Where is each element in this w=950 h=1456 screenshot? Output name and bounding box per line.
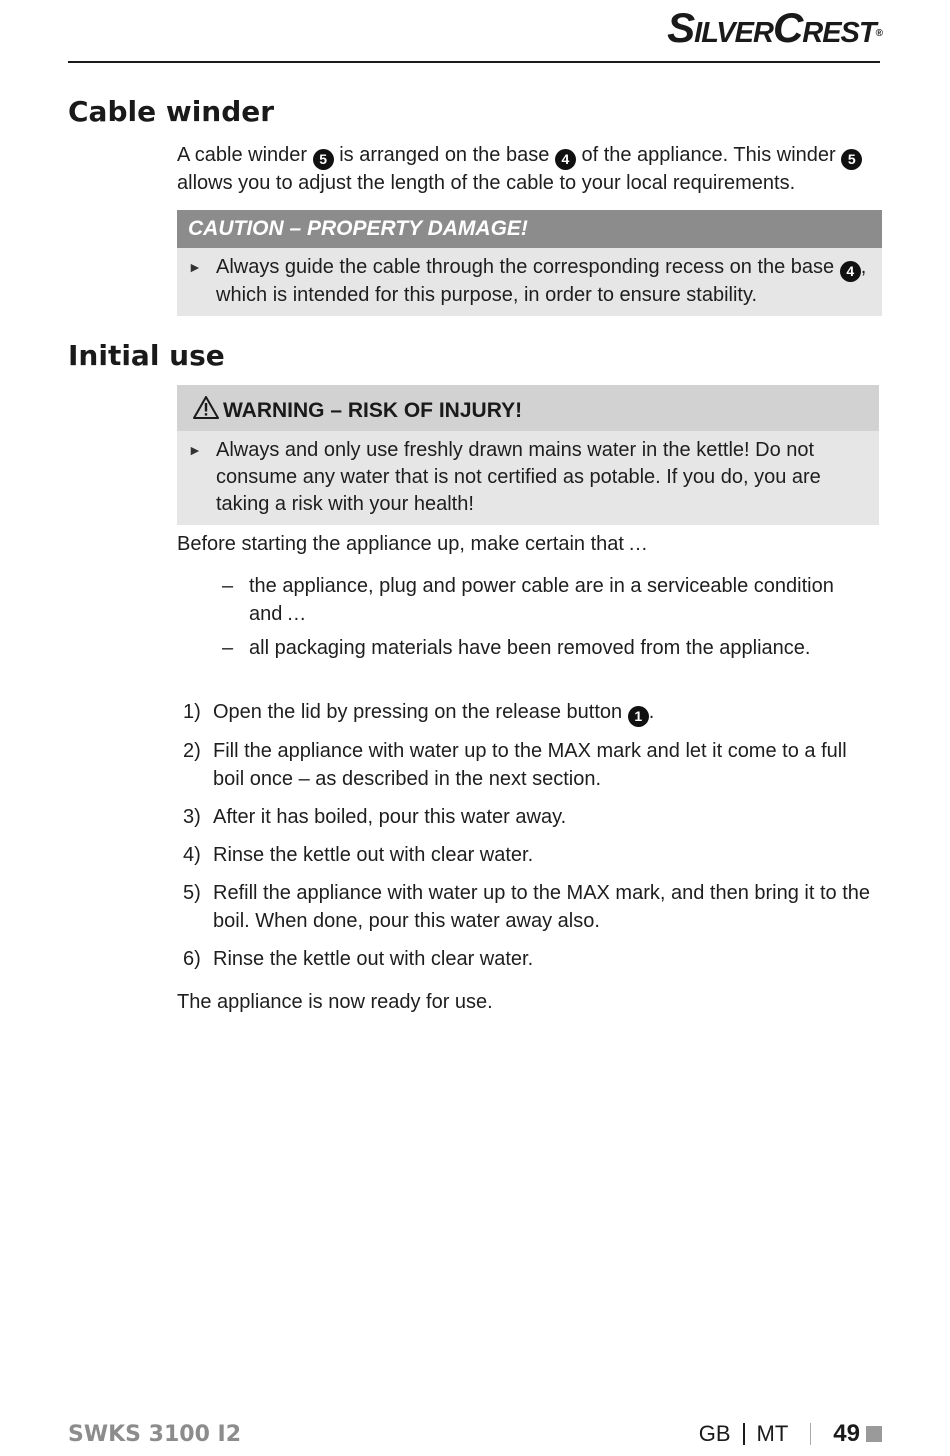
part-number-badge: 1 [628,706,649,727]
caution-box [177,210,882,316]
page-number: 49 [833,1420,860,1447]
step-item: 1) Open the lid by pressing on the release button 1 . [183,698,873,727]
part-number-badge: 5 [841,149,862,170]
list-item: – the appliance, plug and power cable are in a serviceable condition and … [222,575,834,625]
section-title-cable-winder: Cable winder [68,95,275,128]
step-item: 4) Rinse the kettle out with clear water. [183,844,534,866]
closing-text: The appliance is now ready for use. [177,991,493,1013]
footer-page-info [699,1420,882,1448]
footer-model: SWKS 3100 I2 [68,1422,242,1447]
caution-text: Always guide the cable through the corresponding recess on the base 4 , which is intended for this purpose, in order to ensure stability. [216,256,867,306]
page-marker-square [866,1426,882,1442]
caution-title: CAUTION – PROPERTY DAMAGE! [177,210,882,248]
brand-logo: SilverCrest® [667,4,882,51]
step-item: 2) Fill the appliance with water up to the MAX mark and let it come to a full boil once – as described in the next section. [183,740,847,790]
footer-lang-mt: MT [756,1421,789,1446]
footer-lang-gb: GB [698,1421,731,1446]
warning-box [177,385,879,525]
part-number-badge: 4 [840,261,861,282]
warning-item [177,431,879,525]
section-title-initial-use: Initial use [68,339,225,372]
list-item: – all packaging materials have been removed from the appliance. [222,637,811,659]
warning-triangle-icon [193,396,219,419]
step-item: 3) After it has boiled, pour this water away. [183,806,567,828]
check-list [222,572,872,668]
bullet-arrow-icon: ► [188,442,202,458]
bullet-arrow-icon: ► [188,259,202,275]
before-starting-text: Before starting the appliance up, make certain that … [177,533,648,555]
step-item: 5) Refill the appliance with water up to the MAX mark, and then bring it to the boil. When done, pour this water away also. [183,882,871,932]
caution-item [177,248,882,316]
warning-title: WARNING – RISK OF INJURY! [223,399,523,422]
part-number-badge: 5 [313,149,334,170]
warning-text: Always and only use freshly drawn mains water in the kettle! Do not consume any water that is not certified as potable. If you do, you are taking a risk with your health! [216,439,821,515]
header-rule [68,61,880,63]
warning-header [177,385,879,431]
step-item: 6) Rinse the kettle out with clear water. [183,948,534,970]
cable-winder-intro: A cable winder 5 is arranged on the base 4 of the appliance. This winder 5 allows you to adjust the length of the cable to your local requirements. [177,142,877,197]
part-number-badge: 4 [555,149,576,170]
divider [810,1423,811,1445]
steps-list [183,698,873,983]
divider [743,1423,745,1445]
